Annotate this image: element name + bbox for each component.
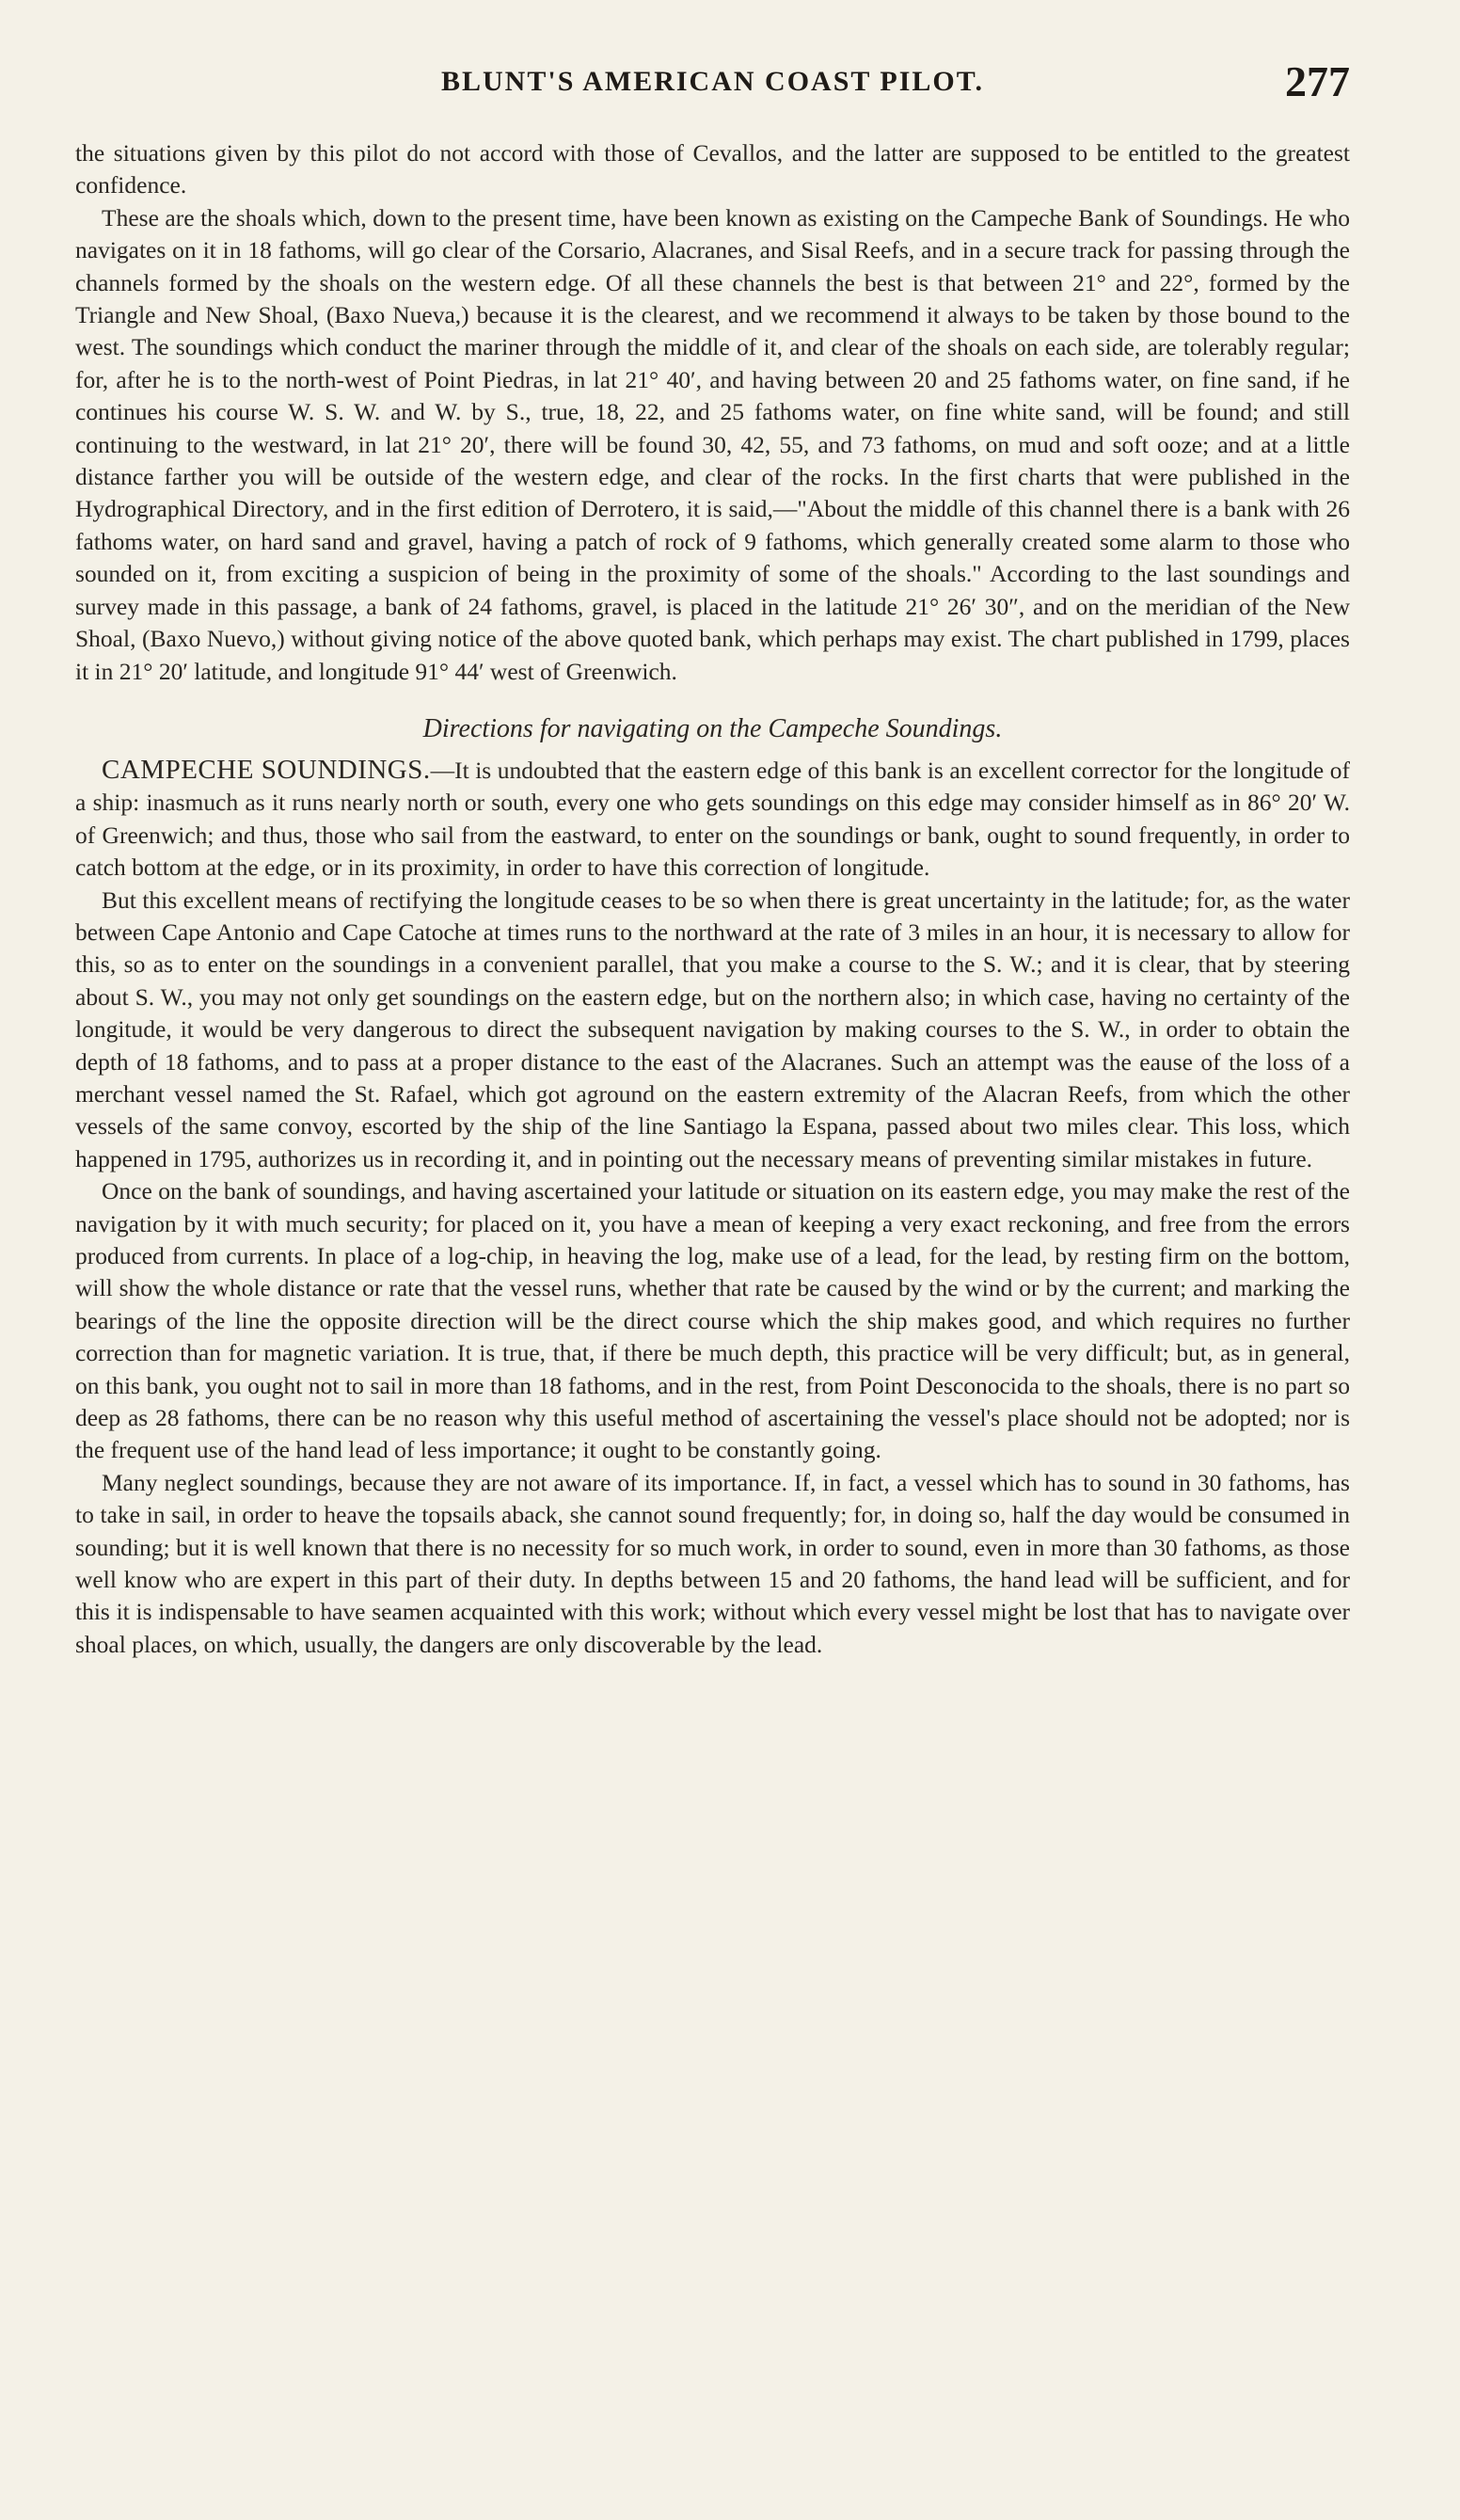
paragraph: But this excellent means of rectifying the longitude ceases to be so when there is great uncertainty in the latitude; for, as the water between Cape Antonio and Cape Catoche at times runs to the northward at the rate of 3 miles in an hour, it is necessary to allow for this, so as to enter on the soundings in a convenient parallel, that you make a course to the S. W.; and it is clear, that by steering about S. W., you may not only get soundings on the eastern edge, but on the northern also; in which case, having no certainty of the longitude, it would be very dangerous to direct the subsequent navigation by making courses to the S. W., in order to obtain the depth of 18 fathoms, and to pass at a proper distance to the east of the Alacranes. Such an attempt was the eause of the loss of a merchant vessel named the St. Rafael, which got aground on the eastern extremity of the Alacran Reefs, from which the other vessels of the same convoy, escorted by the ship of the line Santiago la Espana, passed about two miles clear. This loss, which happened in 1795, authorizes us in recording it, and in pointing out the necessary means of preventing similar mistakes in future.: [75, 885, 1350, 1172]
book-page: [75, 56, 1350, 2484]
page-header: [75, 56, 1350, 115]
section-heading: Directions for navigating on the Campeche Soundings.: [422, 713, 1003, 743]
page-number: 277: [1285, 57, 1350, 105]
paragraph-text: —It is undoubted that the eastern edge of this bank is an excellent corrector for the longitude of a ship: inasmuch as it runs nearly north or south, every one who gets soundings on this edge may consider himself as in 86° 20′ W. of Greenwich; and thus, those who sail from the eastward, to enter on the soundings or bank, ought to sound frequently, in order to catch bottom at the edge, or in its proximity, in order to have this correction of longitude.: [75, 756, 1350, 882]
paragraph: Once on the bank of soundings, and having ascertained your latitude or situation on its eastern edge, you may make the rest of the navigation by it with much security; for placed on it, you have a mean of keeping a very exact reckoning, and free from the errors produced from currents. In place of a log-chip, in heaving the log, make use of a lead, for the lead, by resting firm on the bottom, will show the whole distance or rate that the vessel runs, whether that rate be caused by the wind or by the current; and marking the bearings of the line the opposite direction will be the direct course which the ship makes good, and which requires no further correction than for magnetic variation. It is true, that, if there be much depth, this practice will be very difficult; but, as in general, on this bank, you ought not to sail in more than 18 fathoms, and in the rest, from Point Desconocida to the shoals, there is no part so deep as 28 fathoms, there can be no reason why this useful method of ascertaining the vessel's place should not be adopted; nor is the frequent use of the hand lead of less importance; it ought to be constantly going.: [75, 1177, 1350, 1464]
paragraph: [75, 754, 1350, 885]
paragraph: Many neglect soundings, because they are not aware of its importance. If, in fact, a vessel which has to sound in 30 fathoms, has to take in sail, in order to heave the topsails aback, she cannot sound frequently; for, in doing so, half the day would be consumed in sounding; but it is well known that there is no necessity for so much work, in order to sound, even in more than 30 fathoms, as those well know who are expert in this part of their duty. In depths between 15 and 20 fathoms, the hand lead will be sufficient, and for this it is indispensable to have seamen acquainted with this work; without which every vessel might be lost that has to navigate over shoal places, on which, usually, the dangers are only discoverable by the lead.: [75, 1468, 1350, 1658]
running-title: BLUNT'S AMERICAN COAST PILOT.: [441, 66, 984, 97]
paragraph: the situations given by this pilot do not accord with those of Cevallos, and the latter are supposed to be entitled to the greatest confidence.: [75, 139, 1350, 199]
paragraph: These are the shoals which, down to the present time, have been known as existing on the Campeche Bank of Soundings. He who navigates on it in 18 fathoms, will go clear of the Corsario, Alacranes, and Sisal Reefs, and in a secure track for passing through the channels formed by the shoals on the western edge. Of all these channels the best is that between 21° and 22°, formed by the Triangle and New Shoal, (Baxo Nueva,) because it is the clearest, and we recommend it always to be taken by those bound to the west. The soundings which conduct the mariner through the middle of it, and clear of the shoals on each side, are tolerably regular; for, after he is to the north-west of Point Piedras, in lat 21° 40′, and having between 20 and 25 fathoms water, on fine sand, if he continues his course W. S. W. and W. by S., true, 18, 22, and 25 fathoms water, on fine white sand, will be found; and still continuing to the westward, in lat 21° 20′, there will be found 30, 42, 55, and 73 fathoms, on mud and soft ooze; and at a little distance farther you will be outside of the western edge, and clear of the rocks. In the first charts that were published in the Hydrographical Directory, and in the first edition of Derrotero, it is said,—"About the middle of this channel there is a bank with 26 fathoms water, on hard sand and gravel, having a patch of rock of 9 fathoms, which generally created some alarm to those who sounded on it, from exciting a suspicion of being in the proximity of some of the shoals." According to the last soundings and survey made in this passage, a bank of 24 fathoms, gravel, is placed in the latitude 21° 26′ 30″, and on the meridian of the New Shoal, (Baxo Nuevo,) without giving notice of the above quoted bank, which perhaps may exist. The chart published in 1799, places it in 21° 20′ latitude, and longitude 91° 44′ west of Greenwich.: [75, 203, 1350, 685]
body-text: [75, 137, 1350, 1661]
lead-caps: CAMPECHE SOUNDINGS.: [102, 754, 431, 785]
